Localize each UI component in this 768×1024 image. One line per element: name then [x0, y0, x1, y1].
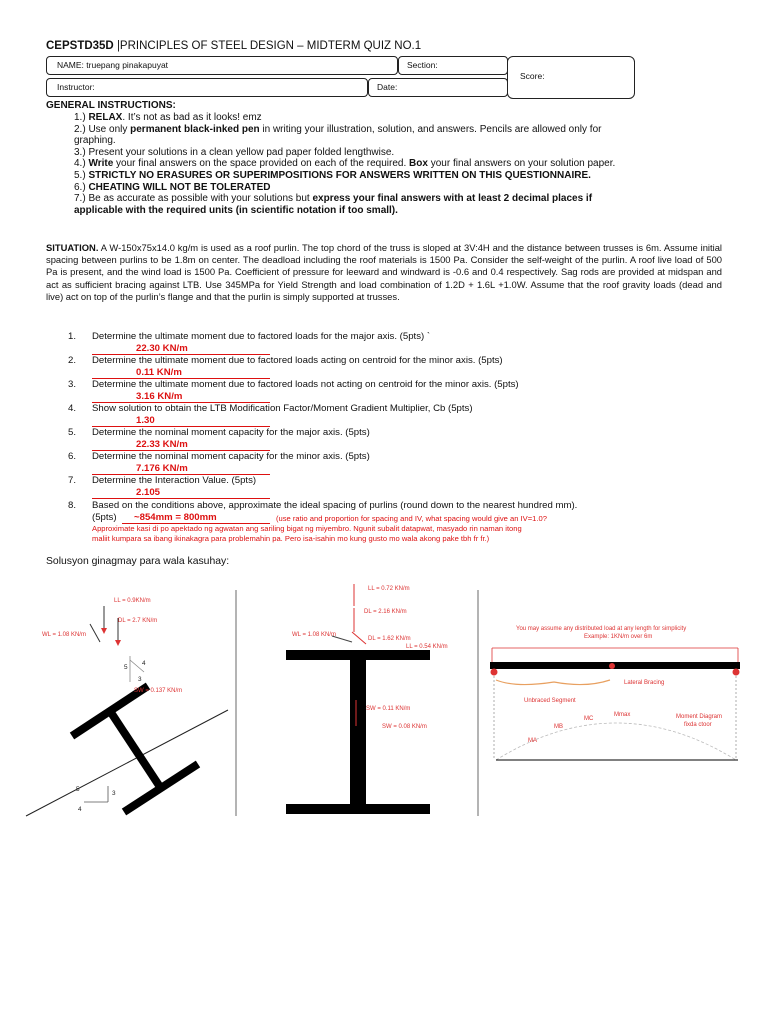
fig1-sw-label: SW = 0.137 KN/m	[134, 688, 183, 694]
question-5-number: 5.	[68, 427, 77, 438]
answer-2-line	[92, 367, 270, 379]
fig1-h4b: 4	[78, 806, 82, 813]
answer-7-line	[92, 487, 270, 499]
fig1-s5a: 5	[124, 664, 128, 671]
fig1-wl-label: WL = 1.08 KN/m	[42, 632, 86, 638]
fig1-v3a: 3	[138, 676, 142, 683]
solution-heading: Solusyon ginagmay para wala kasuhay:	[46, 556, 230, 567]
score-field-label: Score:	[520, 71, 545, 81]
quiz-heading: |PRINCIPLES OF STEEL DESIGN – MIDTERM QUIZ NO.1	[113, 40, 422, 52]
fig1-h4a: 4	[142, 660, 146, 667]
fig1-dl-label: DL = 2.7 KN/m	[118, 618, 158, 624]
situation-label: SITUATION.	[46, 242, 99, 253]
question-8-note-1: (use ratio and proportion for spacing and IV, what spacing would give an IV=1.0?	[276, 514, 547, 523]
situation-text: A W-150x75x14.0 kg/m is used as a roof purlin. The top chord of the truss is sloped at 3V:4H and the distance between trusses is 6m. Assume initial spacing between purlins to be 1.8m on center. The deadload including the roof materials is 1500 Pa. Consider the self-weight of the purlin. A roof live load of 500 Pa is present, and the wind load is 1500 Pa. Coefficient of pressure for leeward and windward is -0.6 and 0.4 respectively. Sag rods are provided at midspan and act as sufficient bracing against LTB. Use 345MPa for Yield Strength and load combination of 1.2D + 1.6L +1.0W. Assume that the roof gravity loads (dead and live) act on top of the purlin’s flange and that the purlin is simply supported at trusses.	[46, 242, 722, 302]
bottom-flange	[286, 804, 430, 814]
purlin-bottom-flange	[124, 764, 198, 812]
date-field-label: Date:	[377, 82, 398, 92]
question-3-text: Determine the ultimate moment due to factored loads not acting on centroid for the minor axis. (5pts)	[92, 379, 519, 390]
fig3-moment-label-2: fixda ctoor	[684, 722, 712, 728]
web	[350, 660, 366, 804]
answer-6-line	[92, 463, 270, 475]
fig3-mb-label: MB	[554, 724, 563, 730]
question-2-text: Determine the ultimate moment due to factored loads acting on centroid for the minor axis. (5pts)	[92, 355, 503, 366]
answer-4-line	[92, 415, 270, 427]
question-7-text: Determine the Interaction Value. (5pts)	[92, 475, 257, 486]
answer-8-line	[122, 512, 270, 524]
fig2-dl-label: DL = 2.16 KN/m	[364, 609, 407, 615]
question-8-note-3: maliit kumpara sa ibang ikinakagra para problemahin pa. Pero isa-isahin mo kung gusto mo wala akong pake tbh fr fr.)	[92, 534, 490, 543]
beam	[490, 662, 740, 669]
instruction-1: 1.) RELAX. It’s not as bad as it looks! emz	[74, 112, 262, 123]
purlin-web	[110, 711, 162, 790]
fig1-v3b: 3	[112, 790, 116, 797]
dl-arrowhead	[115, 640, 121, 646]
answer-1-line	[92, 343, 270, 355]
answer-2: 0.11 KN/m	[136, 367, 182, 378]
answer-3-line	[92, 391, 270, 403]
answer-5: 22.33 KN/m	[136, 439, 188, 450]
fig3-note-1: You may assume any distributed load at any length for simplicity	[516, 626, 687, 632]
question-1-number: 1.	[68, 331, 77, 342]
fig3-note-2: Example: 1KN/m over 6m	[584, 634, 653, 640]
figure-beam-moment	[486, 634, 746, 774]
instructor-field-label: Instructor:	[57, 82, 95, 92]
fig2-sw-label: SW = 0.11 KN/m	[366, 706, 411, 712]
answer-3: 3.16 KN/m	[136, 391, 183, 402]
section-field-label: Section:	[407, 60, 438, 70]
question-6-number: 6.	[68, 451, 77, 462]
roof-slope-line	[26, 710, 228, 816]
question-8-points: (5pts)	[92, 512, 117, 523]
course-code: CEPSTD35D	[46, 40, 114, 52]
answer-8: ~854mm = 800mm	[134, 512, 217, 523]
fig3-moment-label: Moment Diagram	[676, 714, 723, 720]
figure-purlin-section	[232, 582, 482, 818]
fig3-mmax-label: Mmax	[614, 712, 631, 718]
left-support	[491, 669, 498, 676]
fig3-ma-label: MA	[528, 738, 537, 744]
figure-inclined-purlin	[20, 590, 230, 820]
name-field-label: NAME: truepang pinakapuyat	[57, 60, 169, 70]
instruction-2-cont: graphing.	[74, 135, 116, 147]
fig3-mc-label: MC	[584, 716, 594, 722]
right-support	[733, 669, 740, 676]
answer-7: 2.105	[136, 487, 161, 498]
question-4-number: 4.	[68, 403, 77, 414]
question-8-text: Based on the conditions above, approximate the ideal spacing of purlins (round down to the nearest hundred mm).	[92, 500, 578, 511]
unbraced-brace	[496, 680, 610, 685]
instruction-4: 4.) Write your final answers on the space provided on each of the required. Box your final answers on your solution paper.	[74, 158, 616, 170]
instruction-7-cont: applicable with the required units (in scientific notation if too small).	[74, 204, 398, 216]
question-8-number: 8.	[68, 500, 77, 511]
answer-1: 22.30 KN/m	[136, 343, 188, 354]
fig2-ll-label: LL = 0.72 KN/m	[368, 586, 410, 592]
top-flange	[286, 650, 430, 660]
question-4-text: Show solution to obtain the LTB Modification Factor/Moment Gradient Multiplier, Cb (5pts)	[92, 403, 473, 414]
ll-arrowhead	[101, 628, 107, 634]
question-8-note-2: Approximate kasi di po apektado ng agwatan ang sariling bigat ng miyembro. Ngunit subalit datapwat, masyado rin naman itong	[92, 524, 522, 533]
fig3-lateral-label: Lateral Bracing	[624, 680, 665, 686]
question-1-text: Determine the ultimate moment due to factored loads for the major axis. (5pts) `	[92, 331, 431, 342]
answer-5-line	[92, 439, 270, 451]
fig1-ll-label: LL = 0.9KN/m	[114, 598, 151, 604]
question-3-number: 3.	[68, 379, 77, 390]
instructions-heading: GENERAL INSTRUCTIONS:	[46, 100, 176, 111]
question-6-text: Determine the nominal moment capacity for the minor axis. (5pts)	[92, 451, 370, 462]
fig1-s5b: 5	[76, 786, 80, 793]
fig2-sw2-label: SW = 0.08 KN/m	[382, 724, 427, 730]
instruction-2: 2.) Use only permanent black-inked pen in writing your illustration, solution, and answers. Pencils are allowed only for	[74, 123, 602, 135]
answer-6: 7.176 KN/m	[136, 463, 188, 474]
question-5-text: Determine the nominal moment capacity for the major axis. (5pts)	[92, 427, 370, 438]
fig2-wl-label: WL = 1.08 KN/m	[292, 632, 336, 638]
instruction-7: 7.) Be as accurate as possible with your solutions but express your final answers with at least 2 decimal places if	[74, 193, 593, 205]
fig3-unbraced-label: Unbraced Segment	[524, 698, 576, 704]
fig2-ll2-label: LL = 0.54 KN/m	[406, 644, 448, 650]
instruction-5: 5.) STRICTLY NO ERASURES OR SUPERIMPOSITIONS FOR ANSWERS WRITTEN ON THIS QUESTIONNAIRE.	[74, 169, 591, 181]
fig2-dl2-label: DL = 1.62 KN/m	[368, 636, 411, 642]
wl-arrow	[90, 624, 100, 642]
answer-4: 1.30	[136, 415, 155, 426]
instruction-6: 6.) CHEATING WILL NOT BE TOLERATED	[74, 181, 271, 193]
instruction-3: 3.) Present your solutions in a clean yellow pad paper folded lengthwise.	[74, 146, 395, 158]
question-7-number: 7.	[68, 475, 77, 486]
question-2-number: 2.	[68, 355, 77, 366]
fig2-component-arrow	[352, 632, 366, 644]
lateral-bracing-point	[609, 663, 615, 669]
